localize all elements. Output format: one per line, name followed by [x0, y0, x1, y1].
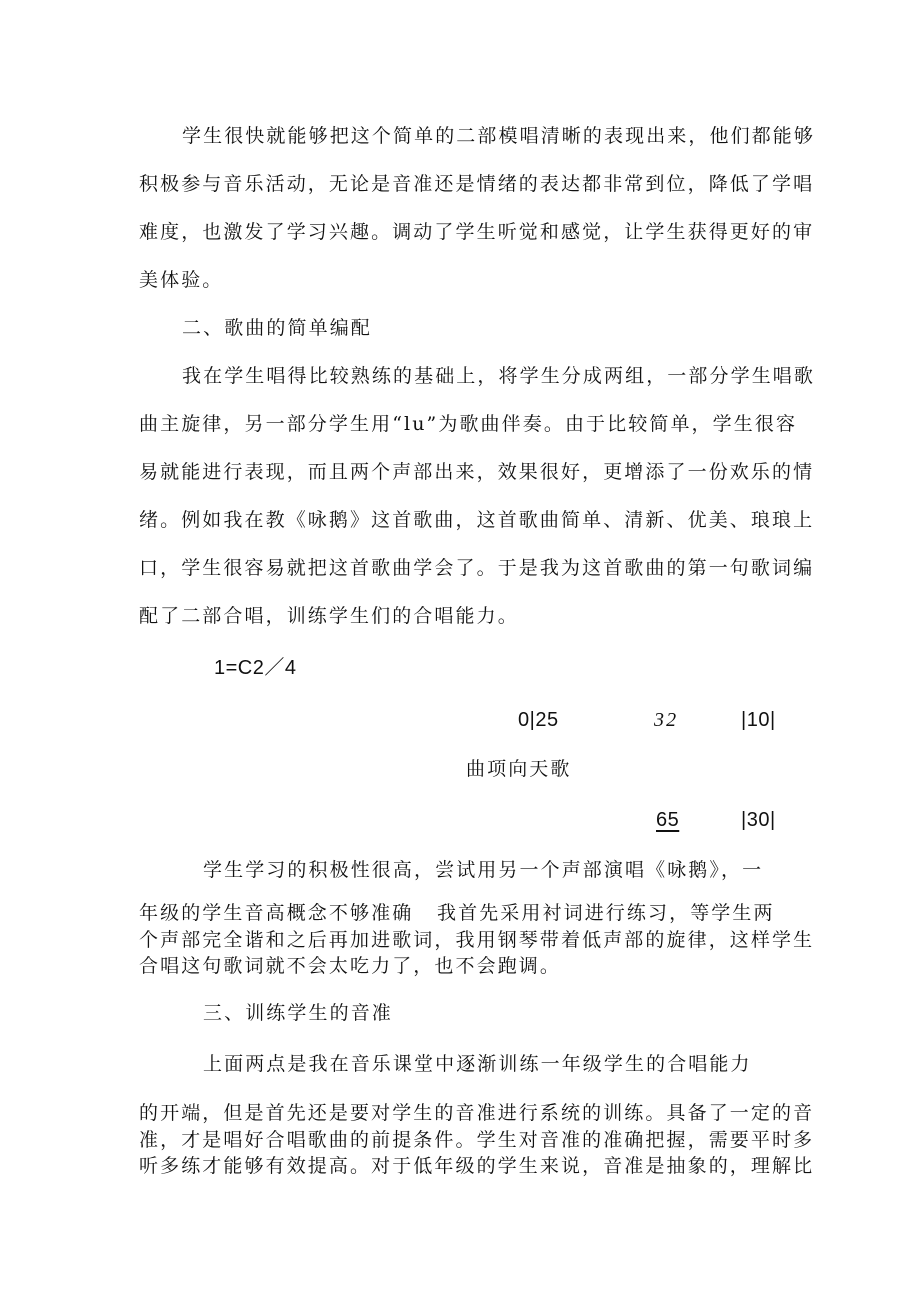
paragraph-line: 易就能进行表现，而且两个声部出来，效果很好，更增添了一份欢乐的情	[139, 461, 815, 483]
lyrics-line: 曲项向天歌	[466, 758, 572, 780]
key-signature: 1=C2／4	[214, 657, 297, 679]
paragraph-line: 年级的学生音高概念不够准确	[139, 902, 414, 924]
paragraph-line: 听多练才能够有效提高。对于低年级的学生来说，音准是抽象的，理解比	[139, 1155, 815, 1177]
paragraph-line: 美体验。	[139, 269, 224, 291]
section-heading: 三、训练学生的音准	[203, 1002, 393, 1024]
notation-measure: |10|	[741, 709, 776, 731]
paragraph-line: 我首先采用衬词进行练习，等学生两	[437, 902, 775, 924]
paragraph-line: 我在学生唱得比较熟练的基础上，将学生分成两组，一部分学生唱歌	[182, 365, 816, 387]
paragraph-line: 学生学习的积极性很高，尝试用另一个声部演唱《咏鹅》，一	[203, 859, 764, 881]
paragraph-line: 的开端，但是首先还是要对学生的音准进行系统的训练。具备了一定的音	[139, 1102, 815, 1124]
section-heading: 二、歌曲的简单编配	[182, 317, 372, 339]
paragraph-line: 口，学生很容易就把这首歌曲学会了。于是我为这首歌曲的第一句歌词编	[139, 557, 815, 579]
notation-measure: |30|	[741, 809, 776, 831]
paragraph-line: 准，才是唱好合唱歌曲的前提条件。学生对音准的准确把握，需要平时多	[139, 1129, 815, 1151]
notation-measure: 65	[656, 809, 680, 831]
paragraph-line: 曲主旋律，另一部分学生用“lu”为歌曲伴奏。由于比较简单，学生很容	[139, 413, 798, 435]
paragraph-line: 配了二部合唱，训练学生们的合唱能力。	[139, 605, 519, 627]
paragraph-line: 绪。例如我在教《咏鹅》这首歌曲，这首歌曲简单、清新、优美、琅琅上	[139, 509, 815, 531]
paragraph-line: 学生很快就能够把这个简单的二部模唱清晰的表现出来，他们都能够	[182, 125, 816, 147]
notation-measure: 0|25	[518, 709, 559, 731]
paragraph-line: 个声部完全谐和之后再加进歌词，我用钢琴带着低声部的旋律，这样学生	[139, 929, 815, 951]
notation-measure: 32	[654, 709, 679, 731]
paragraph-line: 积极参与音乐活动，无论是音准还是情绪的表达都非常到位，降低了学唱	[139, 173, 815, 195]
paragraph-line: 合唱这句歌词就不会太吃力了，也不会跑调。	[139, 955, 562, 977]
paragraph-line: 上面两点是我在音乐课堂中逐渐训练一年级学生的合唱能力	[203, 1053, 752, 1075]
paragraph-line: 难度，也激发了学习兴趣。调动了学生听觉和感觉，让学生获得更好的审	[139, 221, 815, 243]
